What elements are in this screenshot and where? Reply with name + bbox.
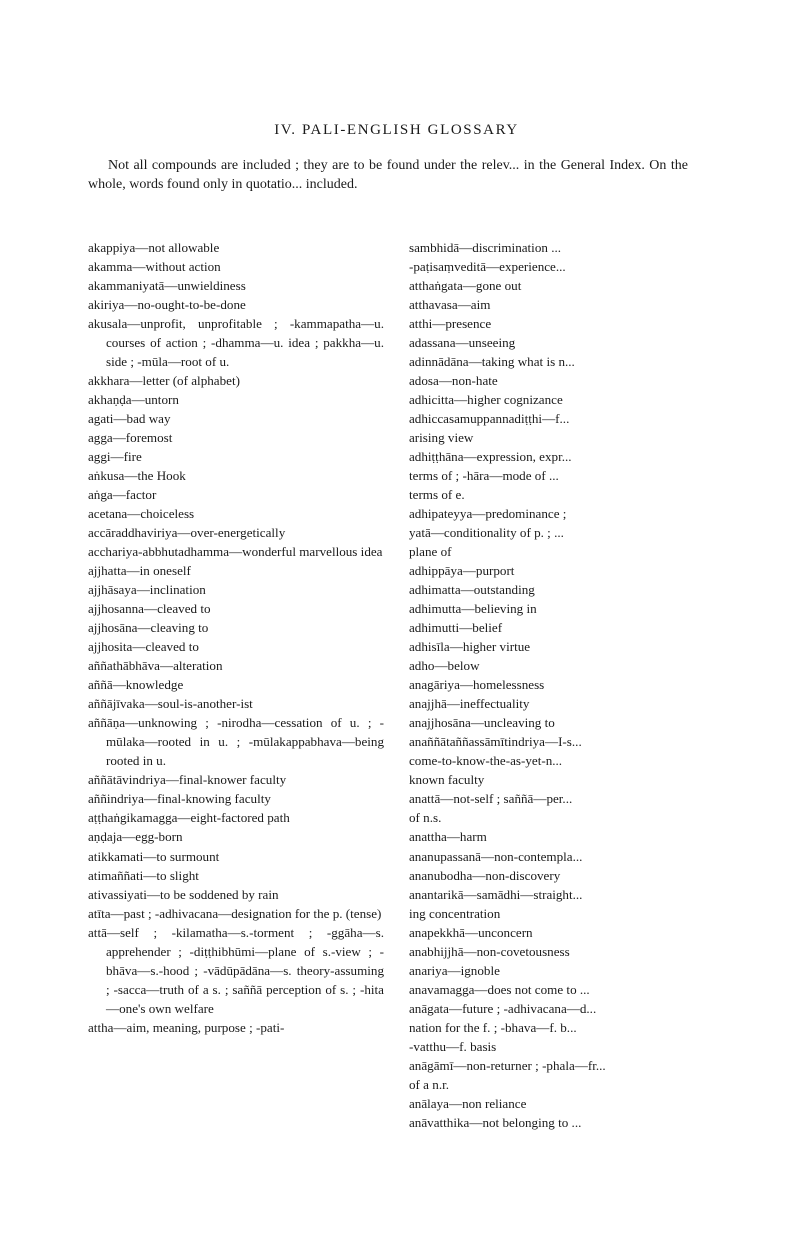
- glossary-entry: anāgāmī—non-returner ; -phala—fr...: [409, 1057, 606, 1073]
- glossary-entry: ing concentration: [409, 905, 501, 921]
- glossary-entry: aṭṭhaṅgikamagga—eight-factored path: [88, 810, 290, 826]
- glossary-entry: ajjhāsaya—inclination: [88, 582, 206, 598]
- glossary-entry: adho—below: [409, 658, 480, 674]
- glossary-entry: ajjhosita—cleaved to: [88, 639, 199, 655]
- glossary-entry: terms of e.: [409, 487, 465, 503]
- glossary-entry: of n.s.: [409, 810, 442, 826]
- glossary-entry: attha—aim, meaning, purpose ; -pati-: [88, 1019, 285, 1035]
- glossary-entry: known faculty: [409, 772, 485, 788]
- glossary-entry: akusala—unprofit, unprofitable ; -kammapatha—u. courses of action ; -dhamma—u. idea ; pakkha—u. side ; -mūla—root of u.: [88, 316, 384, 370]
- glossary-entry: -vatthu—f. basis: [409, 1038, 497, 1054]
- glossary-entry: atthaṅgata—gone out: [409, 278, 522, 294]
- glossary-entry: ajjhatta—in oneself: [88, 563, 191, 579]
- glossary-entry: plane of: [409, 544, 452, 560]
- glossary-entry: adassana—unseeing: [409, 335, 516, 351]
- glossary-entry: aññā—knowledge: [88, 677, 184, 693]
- glossary-entry: atthavasa—aim: [409, 297, 491, 313]
- glossary-entry: anabhijjhā—non-covetousness: [409, 943, 570, 959]
- glossary-entry: anālaya—non reliance: [409, 1095, 527, 1111]
- glossary-entry: anantarikā—samādhi—straight...: [409, 886, 583, 902]
- glossary-entry: anajjhosāna—uncleaving to: [409, 715, 555, 731]
- glossary-entry: ativassiyati—to be soddened by rain: [88, 886, 279, 902]
- glossary-entry: yatā—conditionality of p. ; ...: [409, 525, 564, 541]
- glossary-entry: aggi—fire: [88, 449, 142, 465]
- glossary-entry: anaññātaññassāmītindriya—I-s...: [409, 734, 582, 750]
- glossary-entry: adhicitta—higher cognizance: [409, 392, 563, 408]
- glossary-entry: akkhara—letter (of alphabet): [88, 373, 240, 389]
- glossary-entry: anavamagga—does not come to ...: [409, 981, 590, 997]
- glossary-entry: adhipateyya—predominance ;: [409, 506, 567, 522]
- glossary-entry: aṅkusa—the Hook: [88, 468, 186, 484]
- glossary-entry: akappiya—not allowable: [88, 240, 220, 255]
- intro-text: Not all compounds are included ; they are to be found under the relev... in the General Index. On the whole, words found only in quotatio... included.: [88, 158, 688, 192]
- glossary-entry: atthi—presence: [409, 316, 492, 332]
- glossary-entry: adinnādāna—taking what is n...: [409, 354, 575, 370]
- glossary-entry: aññāṇa—unknowing ; -nirodha—cessation of u. ; -mūlaka—rooted in u. ; -mūlakappabhava—being rooted in u.: [88, 715, 384, 769]
- glossary-entry: atimaññati—to slight: [88, 867, 199, 883]
- glossary-entry: come-to-know-the-as-yet-n...: [409, 753, 563, 769]
- glossary-entry: sambhidā—discrimination ...: [409, 240, 562, 255]
- glossary-column-right: [409, 238, 793, 1132]
- glossary-entry: ananubodha—non-discovery: [409, 867, 561, 883]
- glossary-entry: anāvatthika—not belonging to ...: [409, 1114, 582, 1130]
- glossary-entry: akamma—without action: [88, 259, 221, 275]
- glossary-entry: ajjhosāna—cleaving to: [88, 620, 209, 636]
- glossary-entry: nation for the f. ; -bhava—f. b...: [409, 1019, 577, 1035]
- glossary-entry: ajjhosanna—cleaved to: [88, 601, 211, 617]
- glossary-entry: adhiṭṭhāna—expression, expr...: [409, 449, 572, 465]
- glossary-entry: ananupassanā—non-contempla...: [409, 848, 583, 864]
- glossary-entry: arising view: [409, 430, 474, 446]
- glossary-entry: anattha—harm: [409, 829, 487, 845]
- intro-paragraph: [88, 156, 688, 194]
- glossary-entry: atīta—past ; -adhivacana—designation for the p. (tense): [88, 905, 382, 921]
- glossary-entry: attā—self ; -kilamatha—s.-torment ; -ggāha—s. apprehender ; -diṭṭhibhūmi—plane of s.-view ; -bhāva—s.-hood ; -vādūpādāna—s. theory-assuming ; -sacca—truth of a s. ; saññā perception of s. ; -hita—one's own welfare: [88, 924, 384, 1016]
- glossary-entry: aññātāvindriya—final-knower faculty: [88, 772, 287, 788]
- glossary-entry: adhippāya—purport: [409, 563, 515, 579]
- glossary-entry: aṅga—factor: [88, 487, 157, 503]
- glossary-entry: terms of ; -hāra—mode of ...: [409, 468, 559, 484]
- glossary-entry: adhimatta—outstanding: [409, 582, 535, 598]
- glossary-entry: adhisīla—higher virtue: [409, 639, 531, 655]
- glossary-entry: anāgata—future ; -adhivacana—d...: [409, 1000, 597, 1016]
- glossary-entry: agati—bad way: [88, 411, 171, 427]
- glossary-entry: anajjhā—ineffectuality: [409, 696, 530, 712]
- glossary-entry: accāraddhaviriya—over-energetically: [88, 525, 286, 541]
- glossary-entry: acchariya-abbhutadhamma—wonderful marvellous idea: [88, 544, 383, 560]
- glossary-entry: agga—foremost: [88, 430, 173, 446]
- glossary-entry: aṇḍaja—egg-born: [88, 829, 183, 845]
- glossary-entry: aññindriya—final-knowing faculty: [88, 791, 271, 807]
- glossary-entry: adhiccasamuppannadiṭṭhi—f...: [409, 411, 570, 427]
- glossary-entry: aññājīvaka—soul-is-another-ist: [88, 696, 253, 712]
- glossary-entry: aññathābhāva—alteration: [88, 658, 223, 674]
- glossary-entry: acetana—choiceless: [88, 506, 195, 522]
- glossary-entry: anattā—not-self ; saññā—per...: [409, 791, 573, 807]
- glossary-entry: atikkamati—to surmount: [88, 848, 220, 864]
- glossary-entry: akiriya—no-ought-to-be-done: [88, 297, 246, 313]
- page-heading: IV. PALI-ENGLISH GLOSSARY: [274, 122, 519, 138]
- glossary-entry: adhimutti—belief: [409, 620, 503, 636]
- glossary-entry: adosa—non-hate: [409, 373, 498, 389]
- glossary-entry: akammaniyatā—unwieldiness: [88, 278, 246, 294]
- glossary-entry: anapekkhā—unconcern: [409, 924, 533, 940]
- glossary-entry: adhimutta—believing in: [409, 601, 537, 617]
- glossary-entry: of a n.r.: [409, 1076, 449, 1092]
- glossary-entry: akhaṇḍa—untorn: [88, 392, 179, 408]
- glossary-entry: anagāriya—homelessness: [409, 677, 545, 693]
- glossary-entry: -paṭisaṃveditā—experience...: [409, 259, 566, 275]
- glossary-entry: anariya—ignoble: [409, 962, 500, 978]
- glossary-column-left: [88, 238, 384, 1037]
